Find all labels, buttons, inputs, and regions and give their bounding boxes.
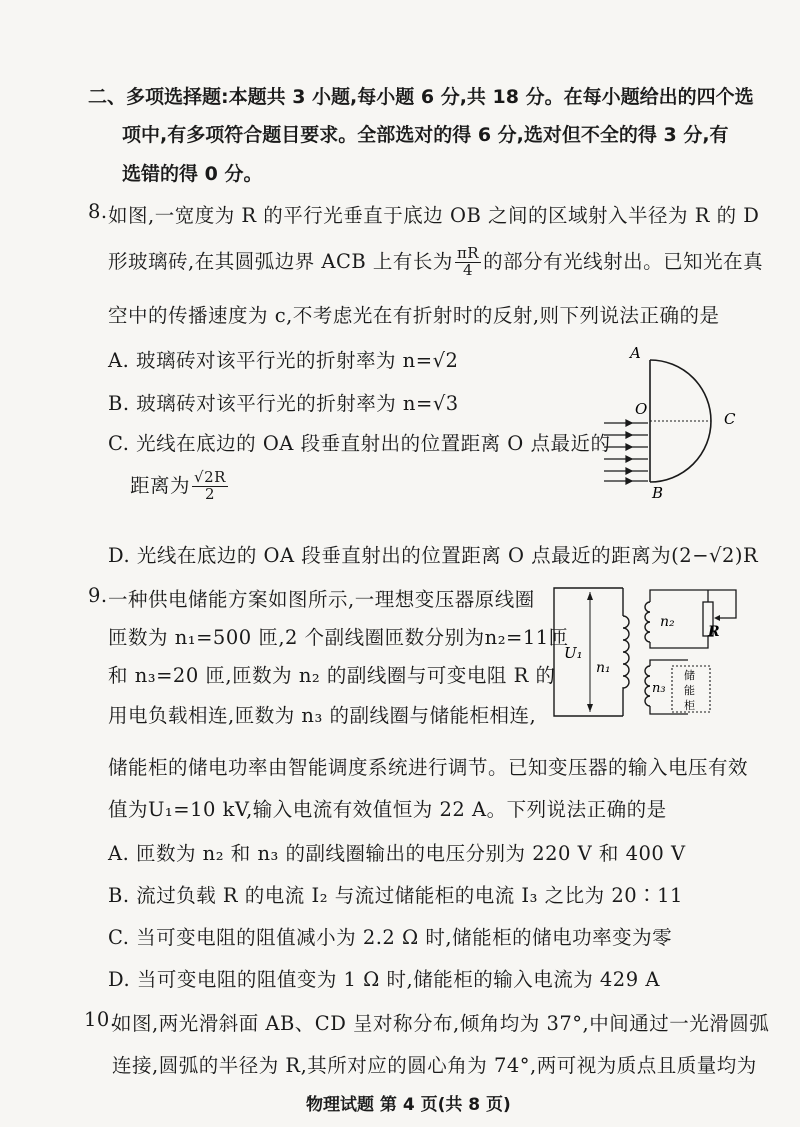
q10-stem-line2: 连接,圆弧的半径为 R,其所对应的圆心角为 74°,两可视为质点且质量均为 [112, 1054, 757, 1077]
point-b-label: B [652, 484, 664, 502]
u1-label: U₁ [564, 644, 583, 662]
q9-option-d: D. 当可变电阻的阻值变为 1 Ω 时,储能柜的输入电流为 429 A [108, 968, 660, 991]
resistor-r-label: R [708, 624, 720, 640]
q8-option-c-fraction: $\frac{√2R}{2}$ [194, 468, 226, 503]
q8-option-d: D. 光线在底边的 OA 段垂直射出的位置距离 O 点最近的距离为(2−√2)R [108, 544, 759, 567]
n1-label: n₁ [596, 660, 611, 676]
q10-stem-line1: 如图,两光滑斜面 AB、CD 呈对称分布,倾角均为 37°,中间通过一光滑圆弧 [112, 1012, 770, 1035]
q9-stem-line6: 值为U₁=10 kV,输入电流有效值恒为 22 A。下列说法正确的是 [108, 798, 667, 821]
cabinet-char-2: 能 [684, 684, 695, 697]
q8-number: 8. [88, 200, 108, 223]
q8-stem-line1: 如图,一宽度为 R 的平行光垂直于底边 OB 之间的区域射入半径为 R 的 D [108, 204, 760, 227]
q8-d-shape-figure [590, 340, 750, 505]
point-o-label: O [635, 400, 648, 418]
q9-stem-line3: 和 n₃=20 匝,匝数为 n₂ 的副线圈与可变电阻 R 的 [108, 664, 556, 687]
cabinet-char-1: 储 [684, 669, 695, 682]
q8-fraction: $\frac{\pi R}{4}$ [456, 244, 480, 279]
section-heading-line1: 二、多项选择题:本题共 3 小题,每小题 6 分,共 18 分。在每小题给出的四个选 [88, 86, 754, 108]
section-heading-line3: 选错的得 0 分。 [122, 163, 263, 185]
q9-option-a: A. 匝数为 n₂ 和 n₃ 的副线圈输出的电压分别为 220 V 和 400 V [108, 842, 686, 865]
point-c-label: C [724, 410, 736, 428]
q8-option-c-line1: C. 光线在底边的 OA 段垂直射出的位置距离 O 点最近的 [108, 432, 611, 455]
q8-option-a: A. 玻璃砖对该平行光的折射率为 n=√2 [108, 349, 459, 372]
q9-stem-line2: 匝数为 n₁=500 匝,2 个副线圈匝数分别为n₂=11匝 [108, 626, 569, 649]
q10-number: 10. [84, 1008, 117, 1031]
q9-transformer-figure [548, 580, 748, 722]
section-heading-line2: 项中,有多项符合题目要求。全部选对的得 6 分,选对但不全的得 3 分,有 [122, 124, 729, 146]
n2-label: n₂ [660, 614, 675, 630]
q9-number: 9. [88, 584, 108, 607]
q9-option-c: C. 当可变电阻的阻值减小为 2.2 Ω 时,储能柜的储电功率变为零 [108, 926, 673, 949]
q8-stem-line2: 形玻璃砖,在其圆弧边界 ACB 上有长为 $\frac{\pi R}{4}$ 的部分有光线射出。已知光在真 [108, 244, 764, 279]
q9-stem-line4: 用电负载相连,匝数为 n₃ 的副线圈与储能柜相连, [108, 704, 537, 727]
q9-stem-line1: 一种供电储能方案如图所示,一理想变压器原线圈 [108, 588, 535, 611]
q8-option-c-line2: 距离为 $\frac{√2R}{2}$ [130, 468, 226, 503]
q8-option-b: B. 玻璃砖对该平行光的折射率为 n=√3 [108, 392, 459, 415]
q9-stem-line5: 储能柜的储电功率由智能调度系统进行调节。已知变压器的输入电压有效 [108, 756, 749, 779]
q8-stem-line3: 空中的传播速度为 c,不考虑光在有折射时的反射,则下列说法正确的是 [108, 304, 720, 327]
cabinet-char-3: 柜 [684, 699, 695, 712]
point-a-label: A [630, 344, 641, 362]
n3-label: n₃ [652, 681, 666, 696]
q9-option-b: B. 流过负载 R 的电流 I₂ 与流过储能柜的电流 I₃ 之比为 20∶11 [108, 884, 683, 907]
page-footer: 物理试题 第 4 页(共 8 页) [306, 1095, 511, 1115]
